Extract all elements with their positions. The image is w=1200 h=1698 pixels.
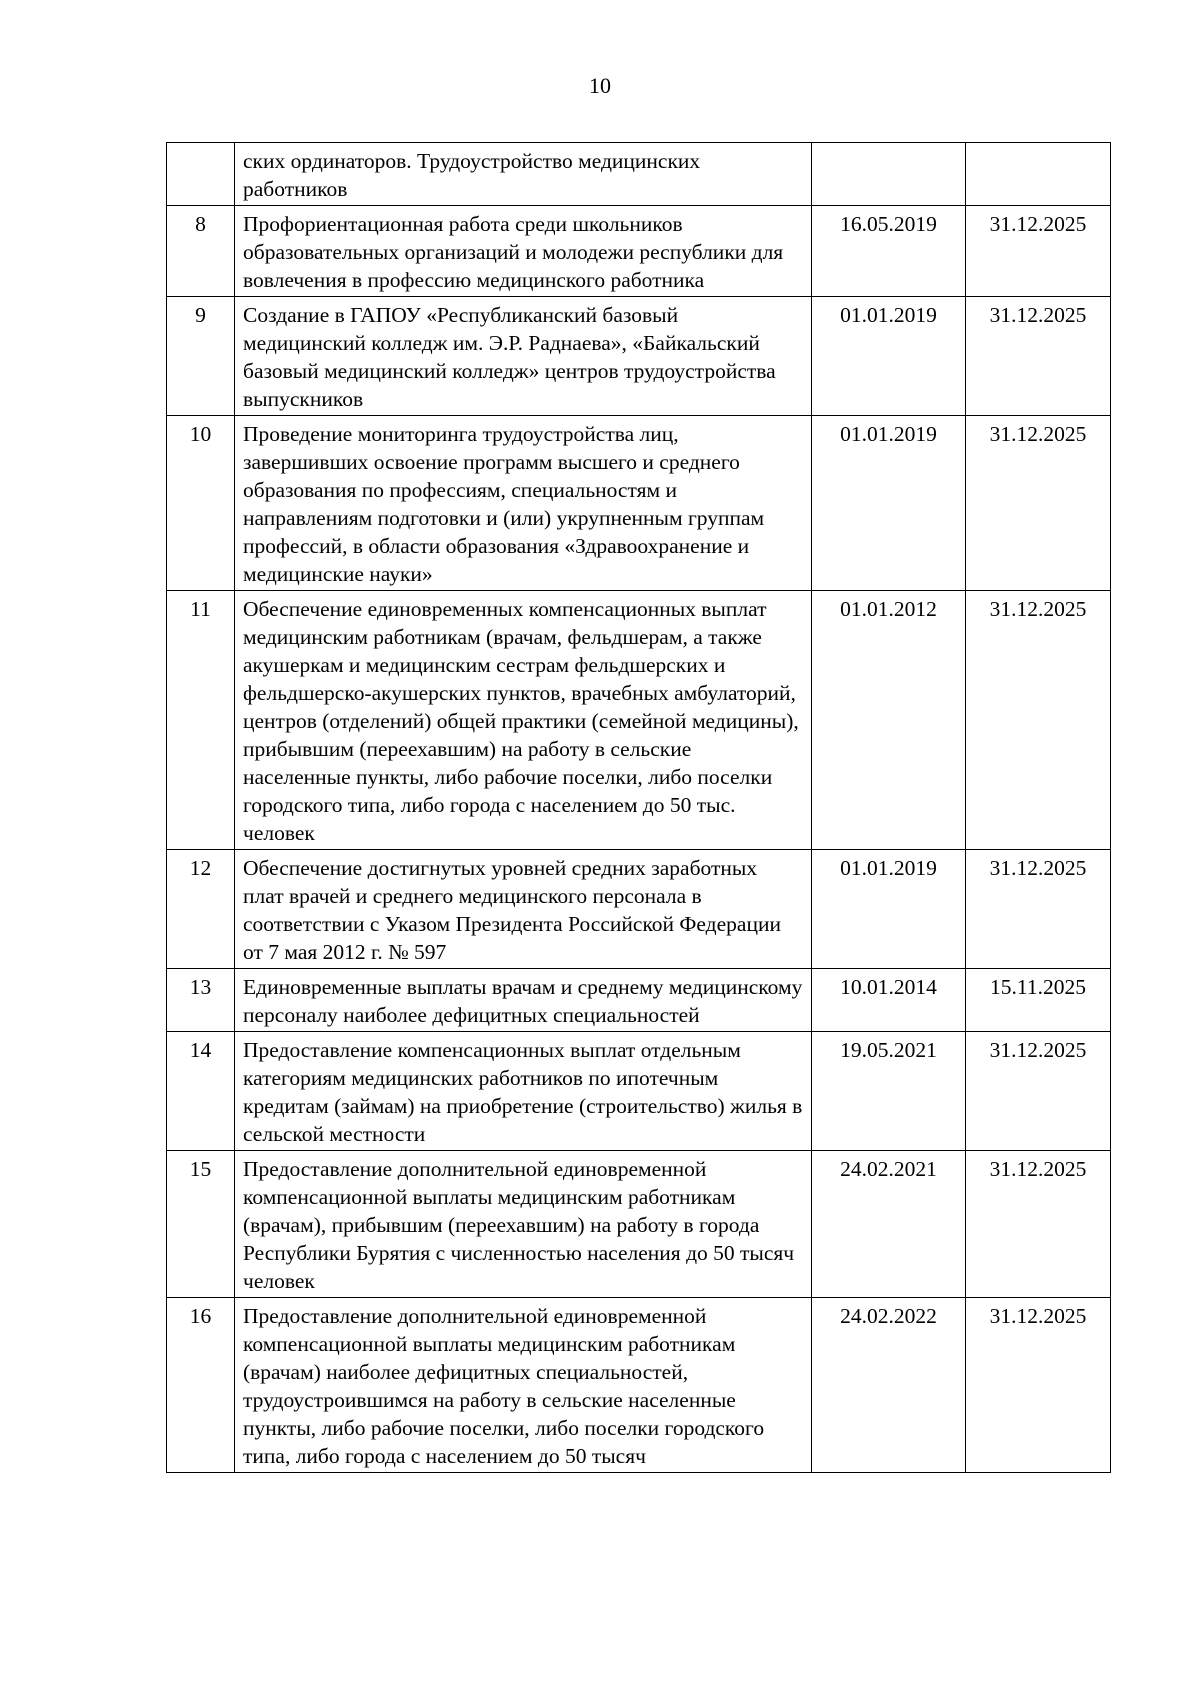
measure-description: Предоставление дополнительной единовременной компенсационной выплаты медицинским работникам (врачам) наиболее дефицитных специальностей, трудоустроившимся на работу в сельские населенные пункты, либо рабочие поселки, либо поселки городского типа, либо города с населением до 50 тысяч: [235, 1298, 812, 1473]
row-number: 11: [167, 591, 235, 850]
end-date: [966, 143, 1111, 206]
table-row: [167, 1151, 1111, 1298]
table-row: [167, 1298, 1111, 1473]
measure-description: Обеспечение достигнутых уровней средних заработных плат врачей и среднего медицинского персонала в соответствии с Указом Президента Российской Федерации от 7 мая 2012 г. № 597: [235, 850, 812, 969]
table-row: [167, 969, 1111, 1032]
measure-description: Создание в ГАПОУ «Республиканский базовый медицинский колледж им. Э.Р. Раднаева», «Байкальский базовый медицинский колледж» центров трудоустройства выпускников: [235, 297, 812, 416]
end-date: 31.12.2025: [966, 206, 1111, 297]
measure-description: Профориентационная работа среди школьников образовательных организаций и молодежи республики для вовлечения в профессию медицинского работника: [235, 206, 812, 297]
end-date: 31.12.2025: [966, 1298, 1111, 1473]
row-number: 15: [167, 1151, 235, 1298]
end-date: 31.12.2025: [966, 591, 1111, 850]
start-date: 01.01.2019: [812, 416, 966, 591]
measure-description: Предоставление дополнительной единовременной компенсационной выплаты медицинским работникам (врачам), прибывшим (переехавшим) на работу в города Республики Бурятия с численностью населения до 50 тысяч человек: [235, 1151, 812, 1298]
measure-description: Предоставление компенсационных выплат отдельным категориям медицинских работников по ипотечным кредитам (займам) на приобретение (строительство) жилья в сельской местности: [235, 1032, 812, 1151]
table-row: [167, 1032, 1111, 1151]
start-date: 01.01.2012: [812, 591, 966, 850]
end-date: 31.12.2025: [966, 416, 1111, 591]
table-row: [167, 143, 1111, 206]
table-row: [167, 206, 1111, 297]
measure-description: Обеспечение единовременных компенсационных выплат медицинским работникам (врачам, фельдшерам, а также акушеркам и медицинским сестрам фельдшерских и фельдшерско-акушерских пунктов, врачебных амбулаторий, центров (отделений) общей практики (семейной медицины), прибывшим (переехавшим) на работу в сельские населенные пункты, либо рабочие поселки, либо поселки городского типа, либо города с населением до 50 тыс. человек: [235, 591, 812, 850]
table-row: [167, 416, 1111, 591]
measure-description: Проведение мониторинга трудоустройства лиц, завершивших освоение программ высшего и среднего образования по профессиям, специальностям и направлениям подготовки и (или) укрупненным группам профессий, в области образования «Здравоохранение и медицинские науки»: [235, 416, 812, 591]
table-row: [167, 297, 1111, 416]
row-number: 8: [167, 206, 235, 297]
row-number: [167, 143, 235, 206]
row-number: 9: [167, 297, 235, 416]
row-number: 10: [167, 416, 235, 591]
start-date: 01.01.2019: [812, 297, 966, 416]
end-date: 15.11.2025: [966, 969, 1111, 1032]
start-date: 16.05.2019: [812, 206, 966, 297]
measure-description: Единовременные выплаты врачам и среднему медицинскому персоналу наиболее дефицитных специальностей: [235, 969, 812, 1032]
end-date: 31.12.2025: [966, 1151, 1111, 1298]
table-row: [167, 591, 1111, 850]
measures-table: [166, 142, 1111, 1473]
row-number: 12: [167, 850, 235, 969]
end-date: 31.12.2025: [966, 297, 1111, 416]
start-date: 19.05.2021: [812, 1032, 966, 1151]
end-date: 31.12.2025: [966, 850, 1111, 969]
table-row: [167, 850, 1111, 969]
row-number: 16: [167, 1298, 235, 1473]
page-number: 10: [589, 73, 611, 98]
row-number: 14: [167, 1032, 235, 1151]
end-date: 31.12.2025: [966, 1032, 1111, 1151]
start-date: [812, 143, 966, 206]
start-date: 10.01.2014: [812, 969, 966, 1032]
start-date: 01.01.2019: [812, 850, 966, 969]
measure-description: ских ординаторов. Трудоустройство медицинских работников: [235, 143, 812, 206]
start-date: 24.02.2021: [812, 1151, 966, 1298]
row-number: 13: [167, 969, 235, 1032]
start-date: 24.02.2022: [812, 1298, 966, 1473]
